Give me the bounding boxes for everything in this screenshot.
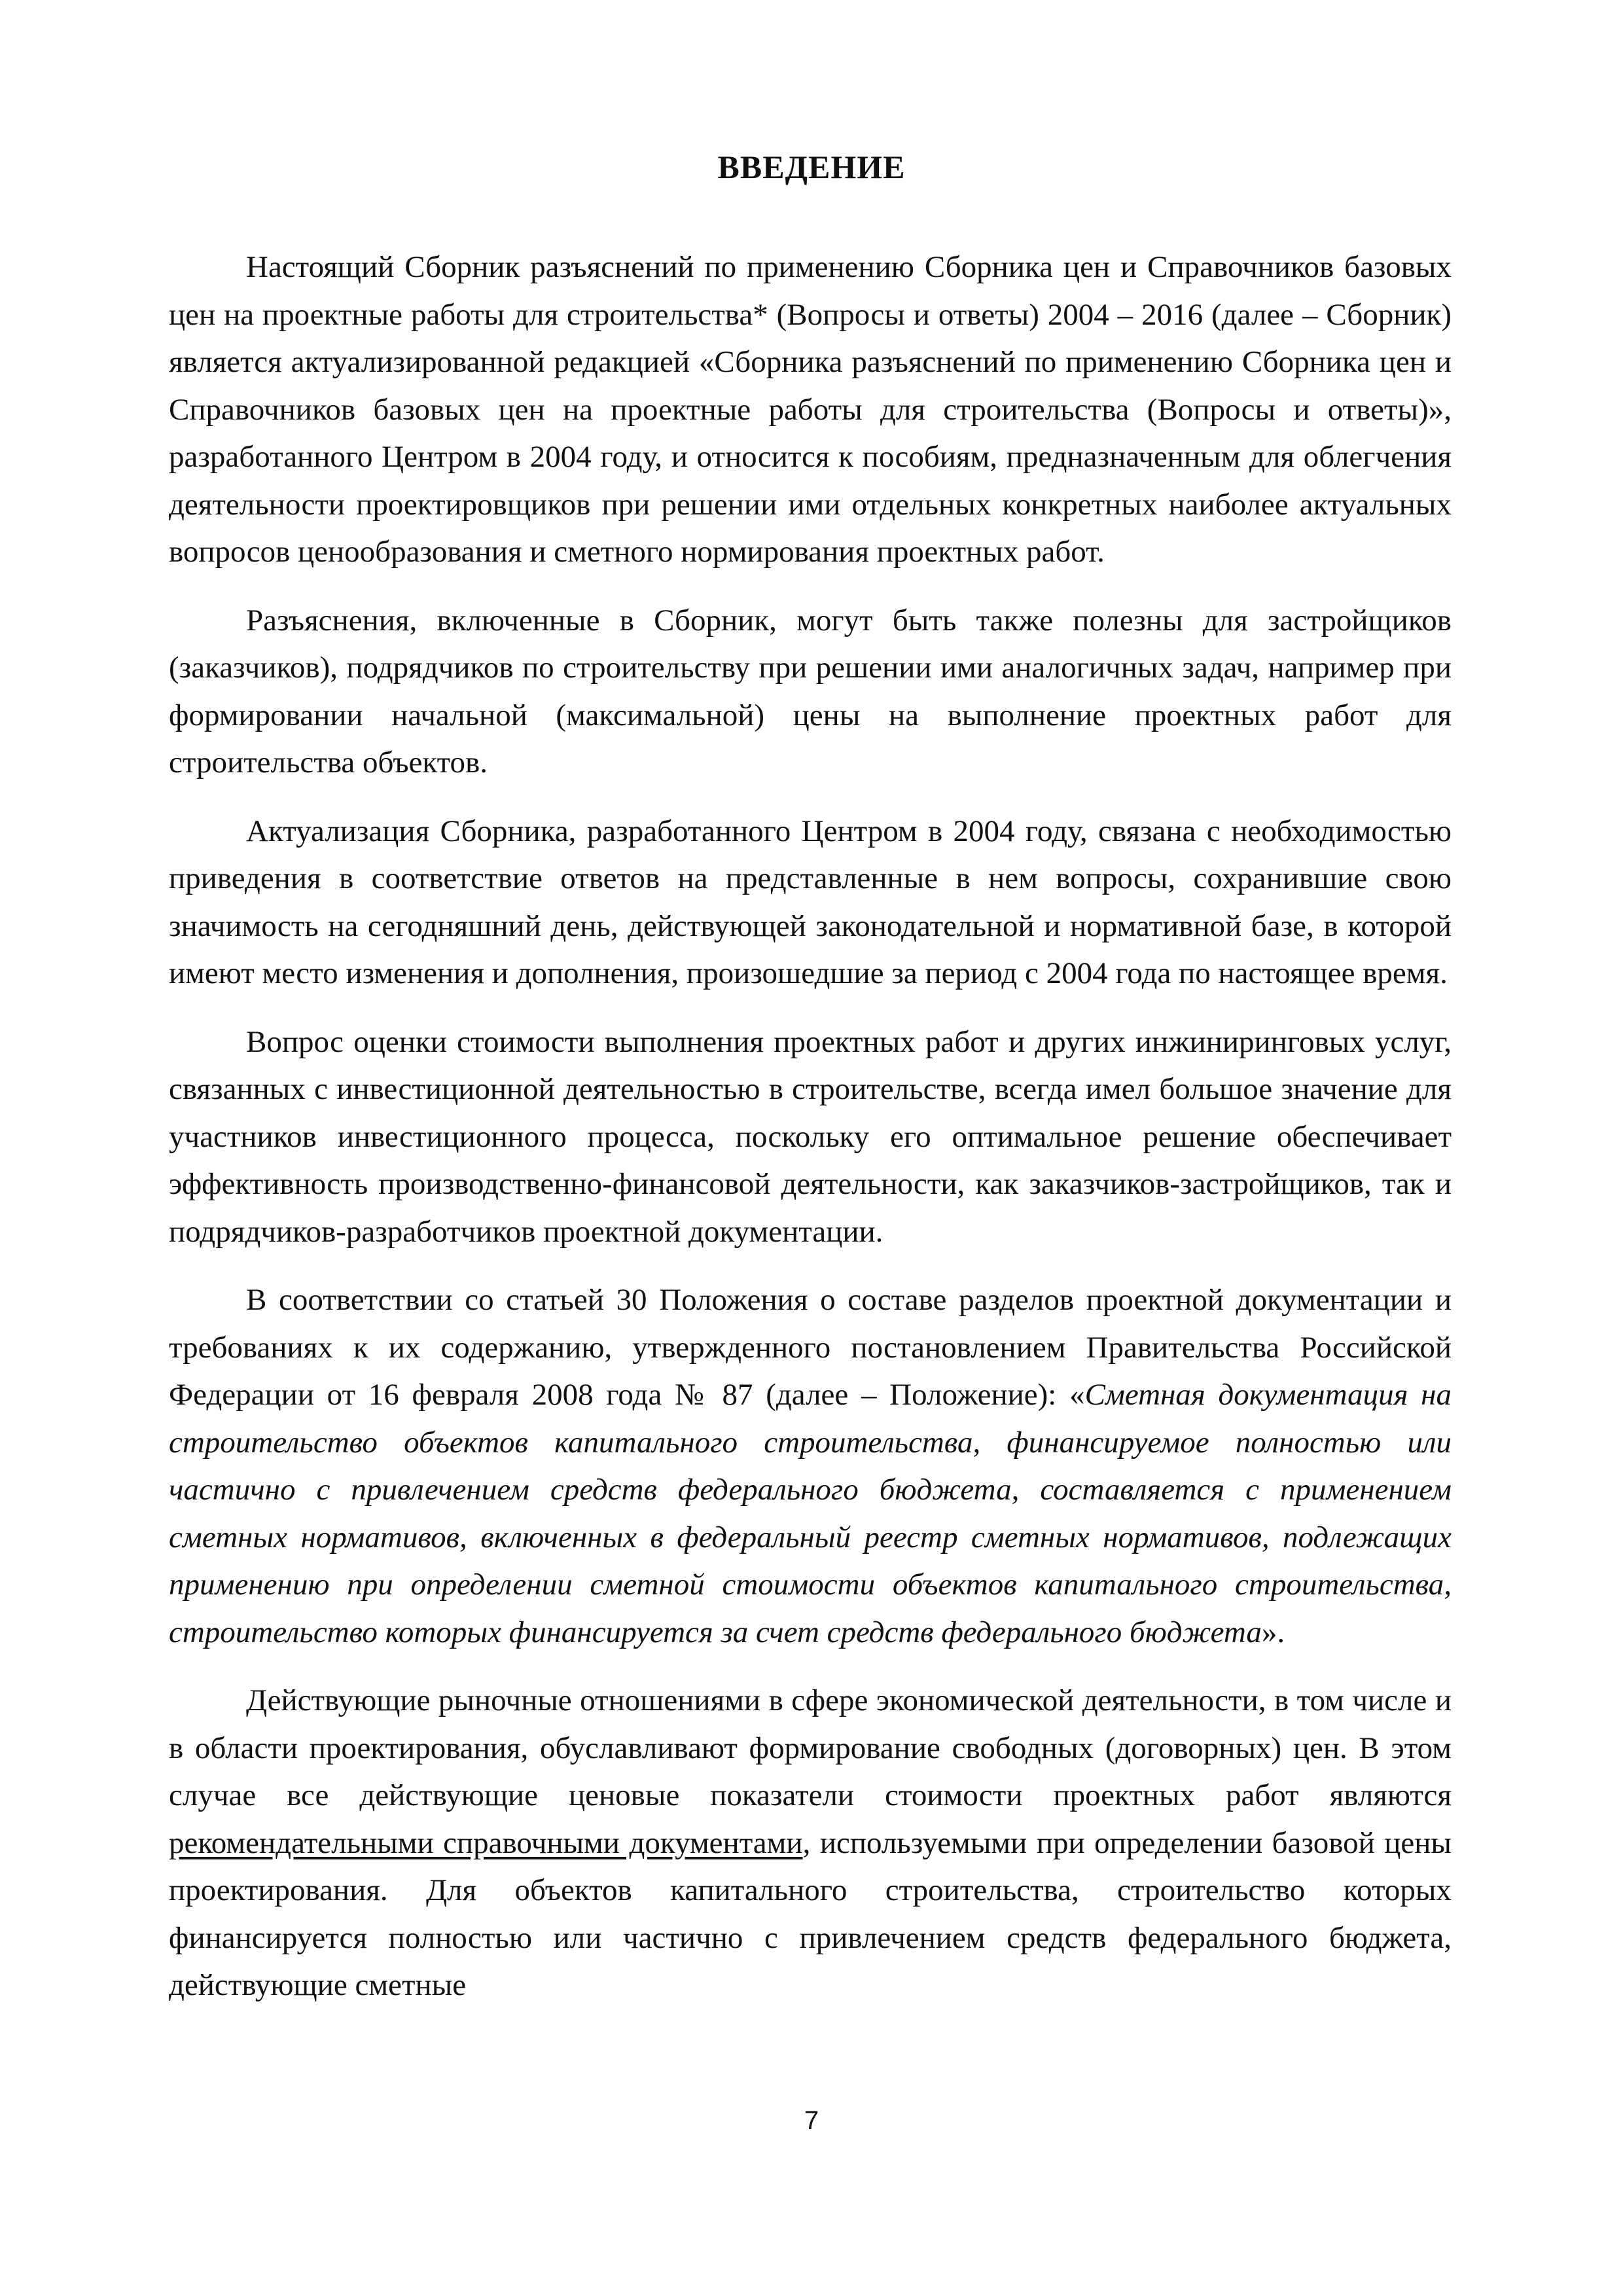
paragraph-5-intro: В соответствии со статьей 30 Положения о составе разделов проектной документации и требованиях к их содержанию, утвержденного постановлением Правительства Российской Федерации от 16 февраля 2008 года № 87 (далее – Положение): « [169, 1283, 1452, 1412]
paragraph-6-underlined: рекомендательными справочными документами [169, 1825, 803, 1860]
paragraph-1: Настоящий Сборник разъяснений по применению Сборника цен и Справочников базовых цен на проектные работы для строительства* (Вопросы и ответы) 2004 – 2016 (далее – Сборник) является актуализированной редакцией «Сборника разъяснений по применению Сборника цен и Справочников базовых цен на проектные работы для строительства (Вопросы и ответы)», разработанного Центром в 2004 году, и относится к пособиям, предназначенным для облегчения деятельности проектировщиков при решении ими отдельных конкретных наиболее актуальных вопросов ценообразования и сметного нормирования проектных работ. [169, 250, 1452, 569]
page-number: 7 [804, 2106, 819, 2135]
paragraph-6-end: , используемыми при определении базовой цены проектирования. Для объектов капитального строительства, строительство которых финансируется полностью или частично с привлечением средств федерального бюджета, действующие сметные [169, 1825, 1452, 2002]
paragraph-6-intro: Действующие рыночные отношениями в сфере экономической деятельности, в том числе и в области проектирования, обуславливают формирование свободных (договорных) цен. В этом случае все действующие ценовые показатели стоимости проектных работ являются [169, 1683, 1452, 1812]
document-body [169, 243, 1452, 2030]
paragraph-3: Актуализация Сборника, разработанного Центром в 2004 году, связана с необходимостью приведения в соответствие ответов на представленные в нем вопросы, сохранившие свою значимость на сегодняшний день, действующей законодательной и нормативной базе, в которой имеют место изменения и дополнения, произошедшие за период с 2004 года по настоящее время. [169, 814, 1452, 990]
paragraph-6 [169, 1677, 1452, 2009]
page-title: ВВЕДЕНИЕ [717, 149, 906, 185]
paragraph-2: Разъяснения, включенные в Сборник, могут быть также полезны для застройщиков (заказчиков), подрядчиков по строительству при решении ими аналогичных задач, например при формировании начальной (максимальной) цены на выполнение проектных работ для строительства объектов. [169, 603, 1452, 780]
paragraph-5-end: ». [1261, 1615, 1285, 1649]
paragraph-4: Вопрос оценки стоимости выполнения проектных работ и других инжиниринговых услуг, связанных с инвестиционной деятельностью в строительстве, всегда имел большое значение для участников инвестиционного процесса, поскольку его оптимальное решение обеспечивает эффективность производственно-финансовой деятельности, как заказчиков-застройщиков, так и подрядчиков-разработчиков проектной документации. [169, 1024, 1452, 1249]
paragraph-5 [169, 1276, 1452, 1656]
paragraph-5-quote: Сметная документация на строительство объектов капитального строительства, финансируемое полностью или частично с привлечением средств федерального бюджета, составляется с применением сметных нормативов, включенных в федеральный реестр сметных нормативов, подлежащих применению при определении сметной стоимости объектов капитального строительства, строительство которых финансируется за счет средств федерального бюджета [169, 1378, 1452, 1649]
